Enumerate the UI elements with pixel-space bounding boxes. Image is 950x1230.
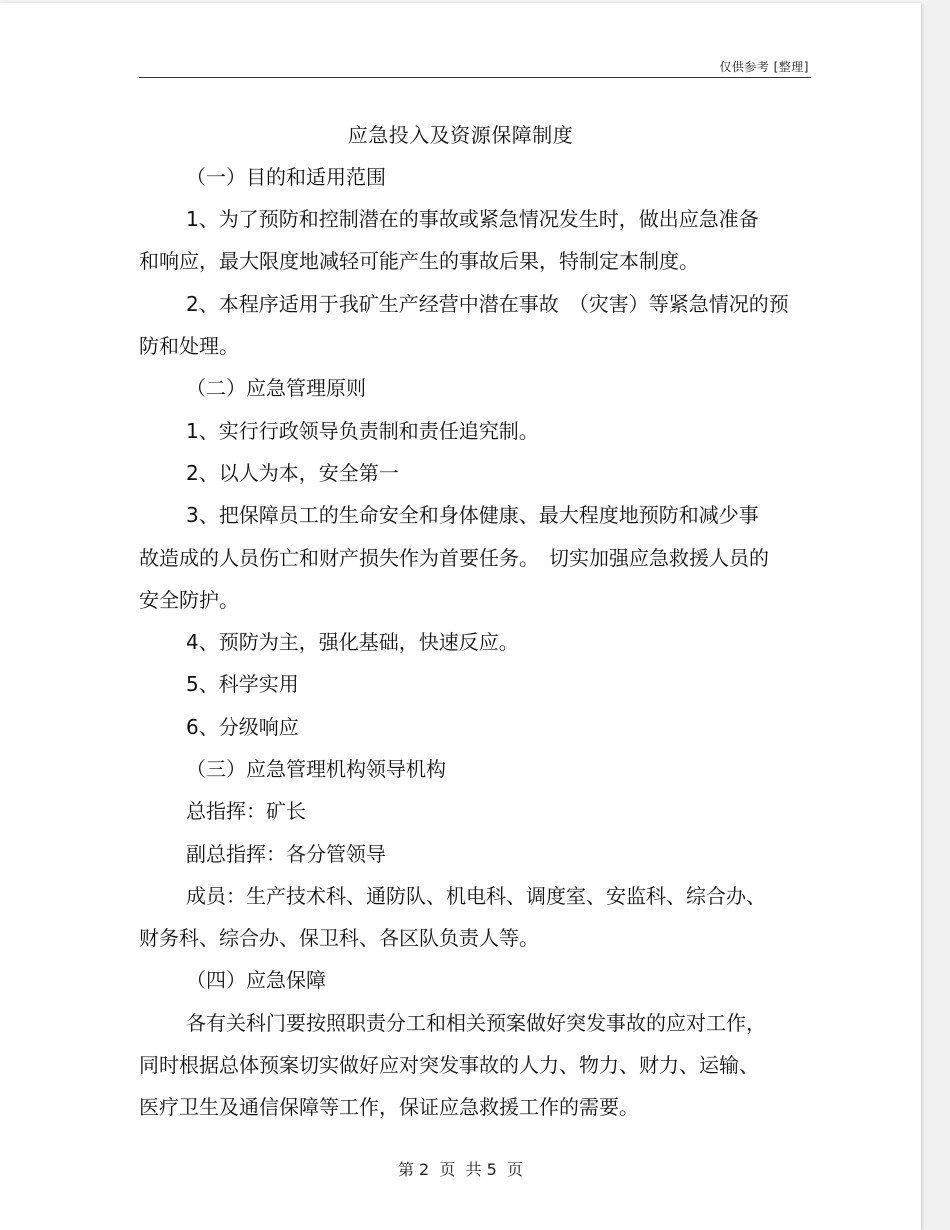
page-header — [139, 56, 811, 78]
section-heading-4: （四）应急保障 — [186, 968, 326, 992]
paragraph-line: 故造成的人员伤亡和财产损失作为首要任务。 切实加强应急救援人员的 — [139, 546, 769, 570]
paragraph-line: 医疗卫生及通信保障等工作，保证应急救援工作的需要。 — [139, 1095, 639, 1119]
section-heading-1: （一）目的和适用范围 — [186, 165, 386, 189]
paragraph-line: 2、本程序适用于我矿生产经营中潜在事故 （灾害）等紧急情况的预 — [186, 292, 789, 316]
page-number: 第 2 页 共 5 页 — [397, 1160, 524, 1179]
paragraph-line: 总指挥：矿长 — [186, 799, 306, 823]
section-heading-3: （三）应急管理机构领导机构 — [186, 757, 446, 781]
paragraph-line: 各有关科门要按照职责分工和相关预案做好突发事故的应对工作， — [186, 1011, 766, 1035]
paragraph-line: 6、分级响应 — [186, 715, 299, 739]
paragraph-line: 3、把保障员工的生命安全和身体健康、最大程度地预防和减少事 — [186, 503, 759, 527]
paragraph-line: 安全防护。 — [139, 588, 239, 612]
header-note: 仅供参考 [整理] — [719, 60, 809, 74]
document-page — [0, 3, 921, 1230]
paragraph-line: 财务科、综合办、保卫科、各区队负责人等。 — [139, 926, 539, 950]
paragraph-line: 2、以人为本，安全第一 — [186, 461, 399, 485]
document-title: 应急投入及资源保障制度 — [347, 123, 574, 147]
paragraph-line: 副总指挥：各分管领导 — [186, 842, 386, 866]
paragraph-line: 同时根据总体预案切实做好应对突发事故的人力、物力、财力、运输、 — [139, 1053, 759, 1077]
paragraph-line: 4、预防为主，强化基础，快速反应。 — [186, 630, 519, 654]
paragraph-line: 1、为了预防和控制潜在的事故或紧急情况发生时，做出应急准备 — [186, 207, 759, 231]
paragraph-line: 5、科学实用 — [186, 672, 299, 696]
paragraph-line: 防和处理。 — [139, 334, 239, 358]
paragraph-line: 和响应，最大限度地减轻可能产生的事故后果，特制定本制度。 — [139, 249, 699, 273]
section-heading-2: （二）应急管理原则 — [186, 376, 366, 400]
paragraph-line: 成员：生产技术科、通防队、机电科、调度室、安监科、综合办、 — [186, 884, 766, 908]
paragraph-line: 1、实行行政领导负责制和责任追究制。 — [186, 419, 539, 443]
